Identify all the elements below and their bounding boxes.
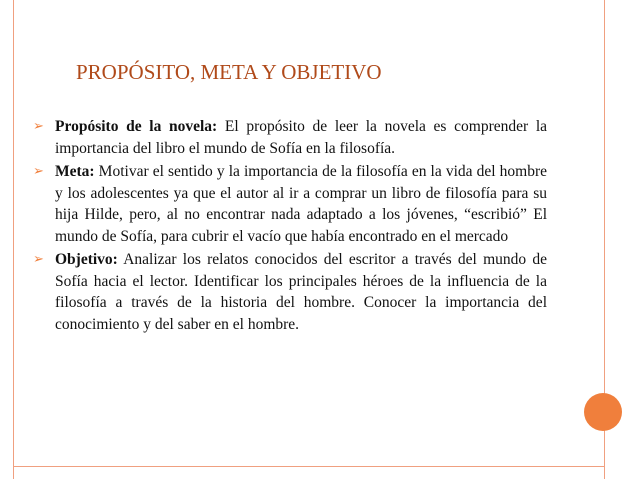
bullet-list — [33, 116, 547, 337]
bullet-label: Propósito de la novela: — [55, 118, 218, 135]
bullet-arrow-icon: ➢ — [33, 164, 44, 179]
decorative-circle — [584, 393, 622, 431]
bullet-body: El propósito de leer la novela es comprender la importancia del libro el mundo de Sofía en la filosofía. — [55, 118, 548, 157]
bullet-label: Objetivo: — [55, 251, 118, 268]
bullet-item-proposito — [33, 116, 547, 159]
bullet-item-meta — [33, 161, 547, 247]
slide-title: PROPÓSITO, META Y OBJETIVO — [76, 60, 382, 84]
bullet-arrow-icon: ➢ — [33, 119, 44, 134]
bullet-body: Motivar el sentido y la importancia de la filosofía en la vida del hombre y los adolescentes ya que el autor al ir a comprar un libro de filosofía para su hija Hilde, pero, al no encontrar nada adaptado a los jóvenes, “escribió” El mundo de Sofía, para cubrir el vacío que había encontrado en el mercado — [55, 163, 547, 245]
bullet-label: Meta: — [55, 163, 95, 180]
bullet-text — [55, 116, 547, 159]
bullet-text — [55, 161, 547, 247]
frame-left-line — [13, 0, 14, 479]
bullet-item-objetivo — [33, 249, 547, 335]
bullet-text — [55, 249, 547, 335]
bullet-body: Analizar los relatos conocidos del escritor a través del mundo de Sofía hacia el lector. Identificar los principales héroes de la influencia de la filosofía a través de la historia del hombre. Conocer la importancia del conocimiento y del saber en el hombre. — [55, 251, 547, 333]
frame-bottom-line — [13, 466, 604, 467]
bullet-arrow-icon: ➢ — [33, 252, 44, 267]
